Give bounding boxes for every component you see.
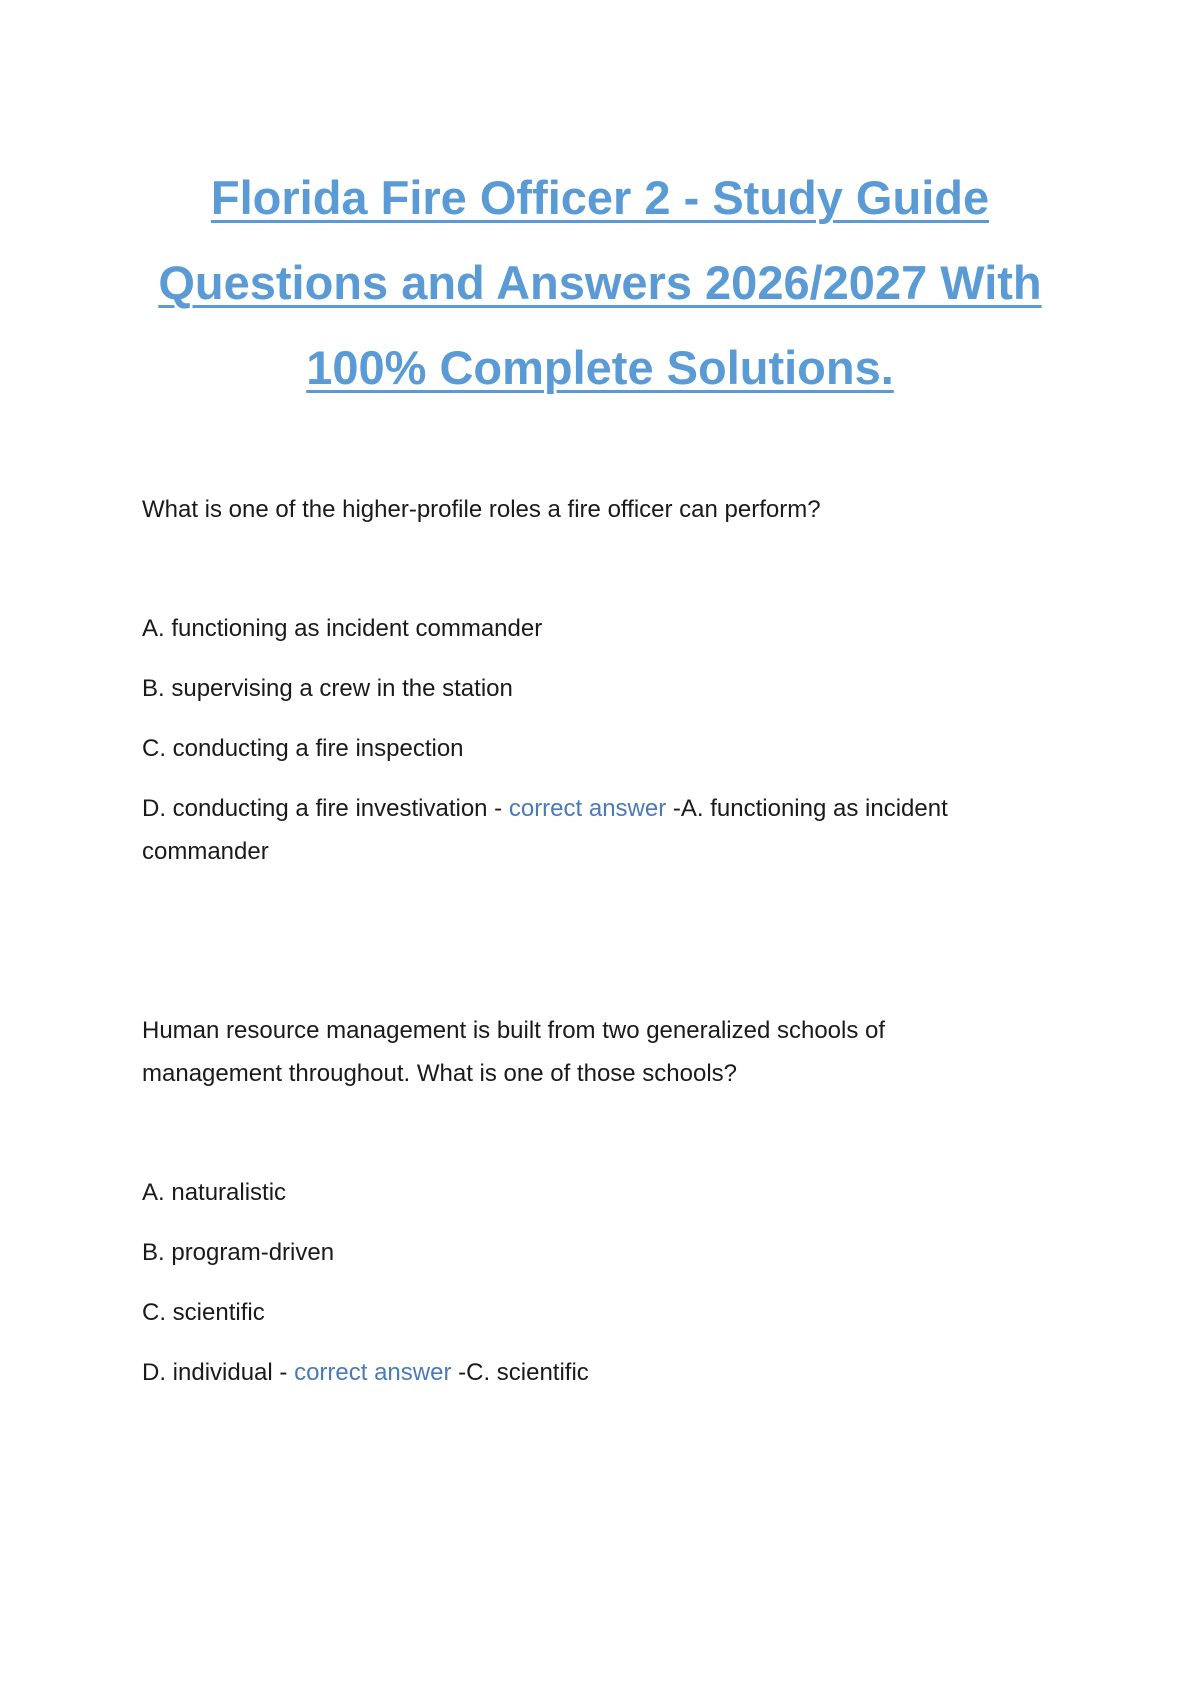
question-text: What is one of the higher-profile roles a fire officer can perform? bbox=[142, 496, 821, 523]
option-d-text: D. conducting a fire investivation - bbox=[142, 795, 509, 822]
question-1-prompt bbox=[142, 488, 1062, 531]
correct-answer-label: correct answer bbox=[508, 795, 667, 822]
option-b: B. program-driven bbox=[142, 1239, 335, 1266]
answer-text-continued: commander bbox=[142, 838, 269, 865]
option-d-text: D. individual - bbox=[142, 1359, 295, 1386]
option-c: C. conducting a fire inspection bbox=[142, 735, 464, 762]
option-a: A. naturalistic bbox=[142, 1179, 287, 1206]
answer-text: -A. functioning as incident bbox=[666, 795, 948, 822]
question-1-options bbox=[142, 607, 1062, 873]
question-text-line-1: Human resource management is built from two generalized schools of bbox=[142, 1017, 886, 1044]
option-d bbox=[142, 1351, 1062, 1394]
option-c: C. scientific bbox=[142, 1299, 265, 1326]
option-a: A. functioning as incident commander bbox=[142, 615, 543, 642]
question-2-options bbox=[142, 1171, 1062, 1394]
document-title: Florida Fire Officer 2 - Study Guide Questions and Answers 2026/2027 With 100% Complete Solutions. bbox=[158, 171, 1042, 394]
answer-text: -C. scientific bbox=[451, 1359, 589, 1386]
question-2-prompt bbox=[142, 1009, 1062, 1095]
question-text-line-2: management throughout. What is one of those schools? bbox=[142, 1060, 738, 1087]
option-d bbox=[142, 787, 1062, 830]
option-b: B. supervising a crew in the station bbox=[142, 675, 513, 702]
correct-answer-label: correct answer bbox=[294, 1359, 452, 1386]
